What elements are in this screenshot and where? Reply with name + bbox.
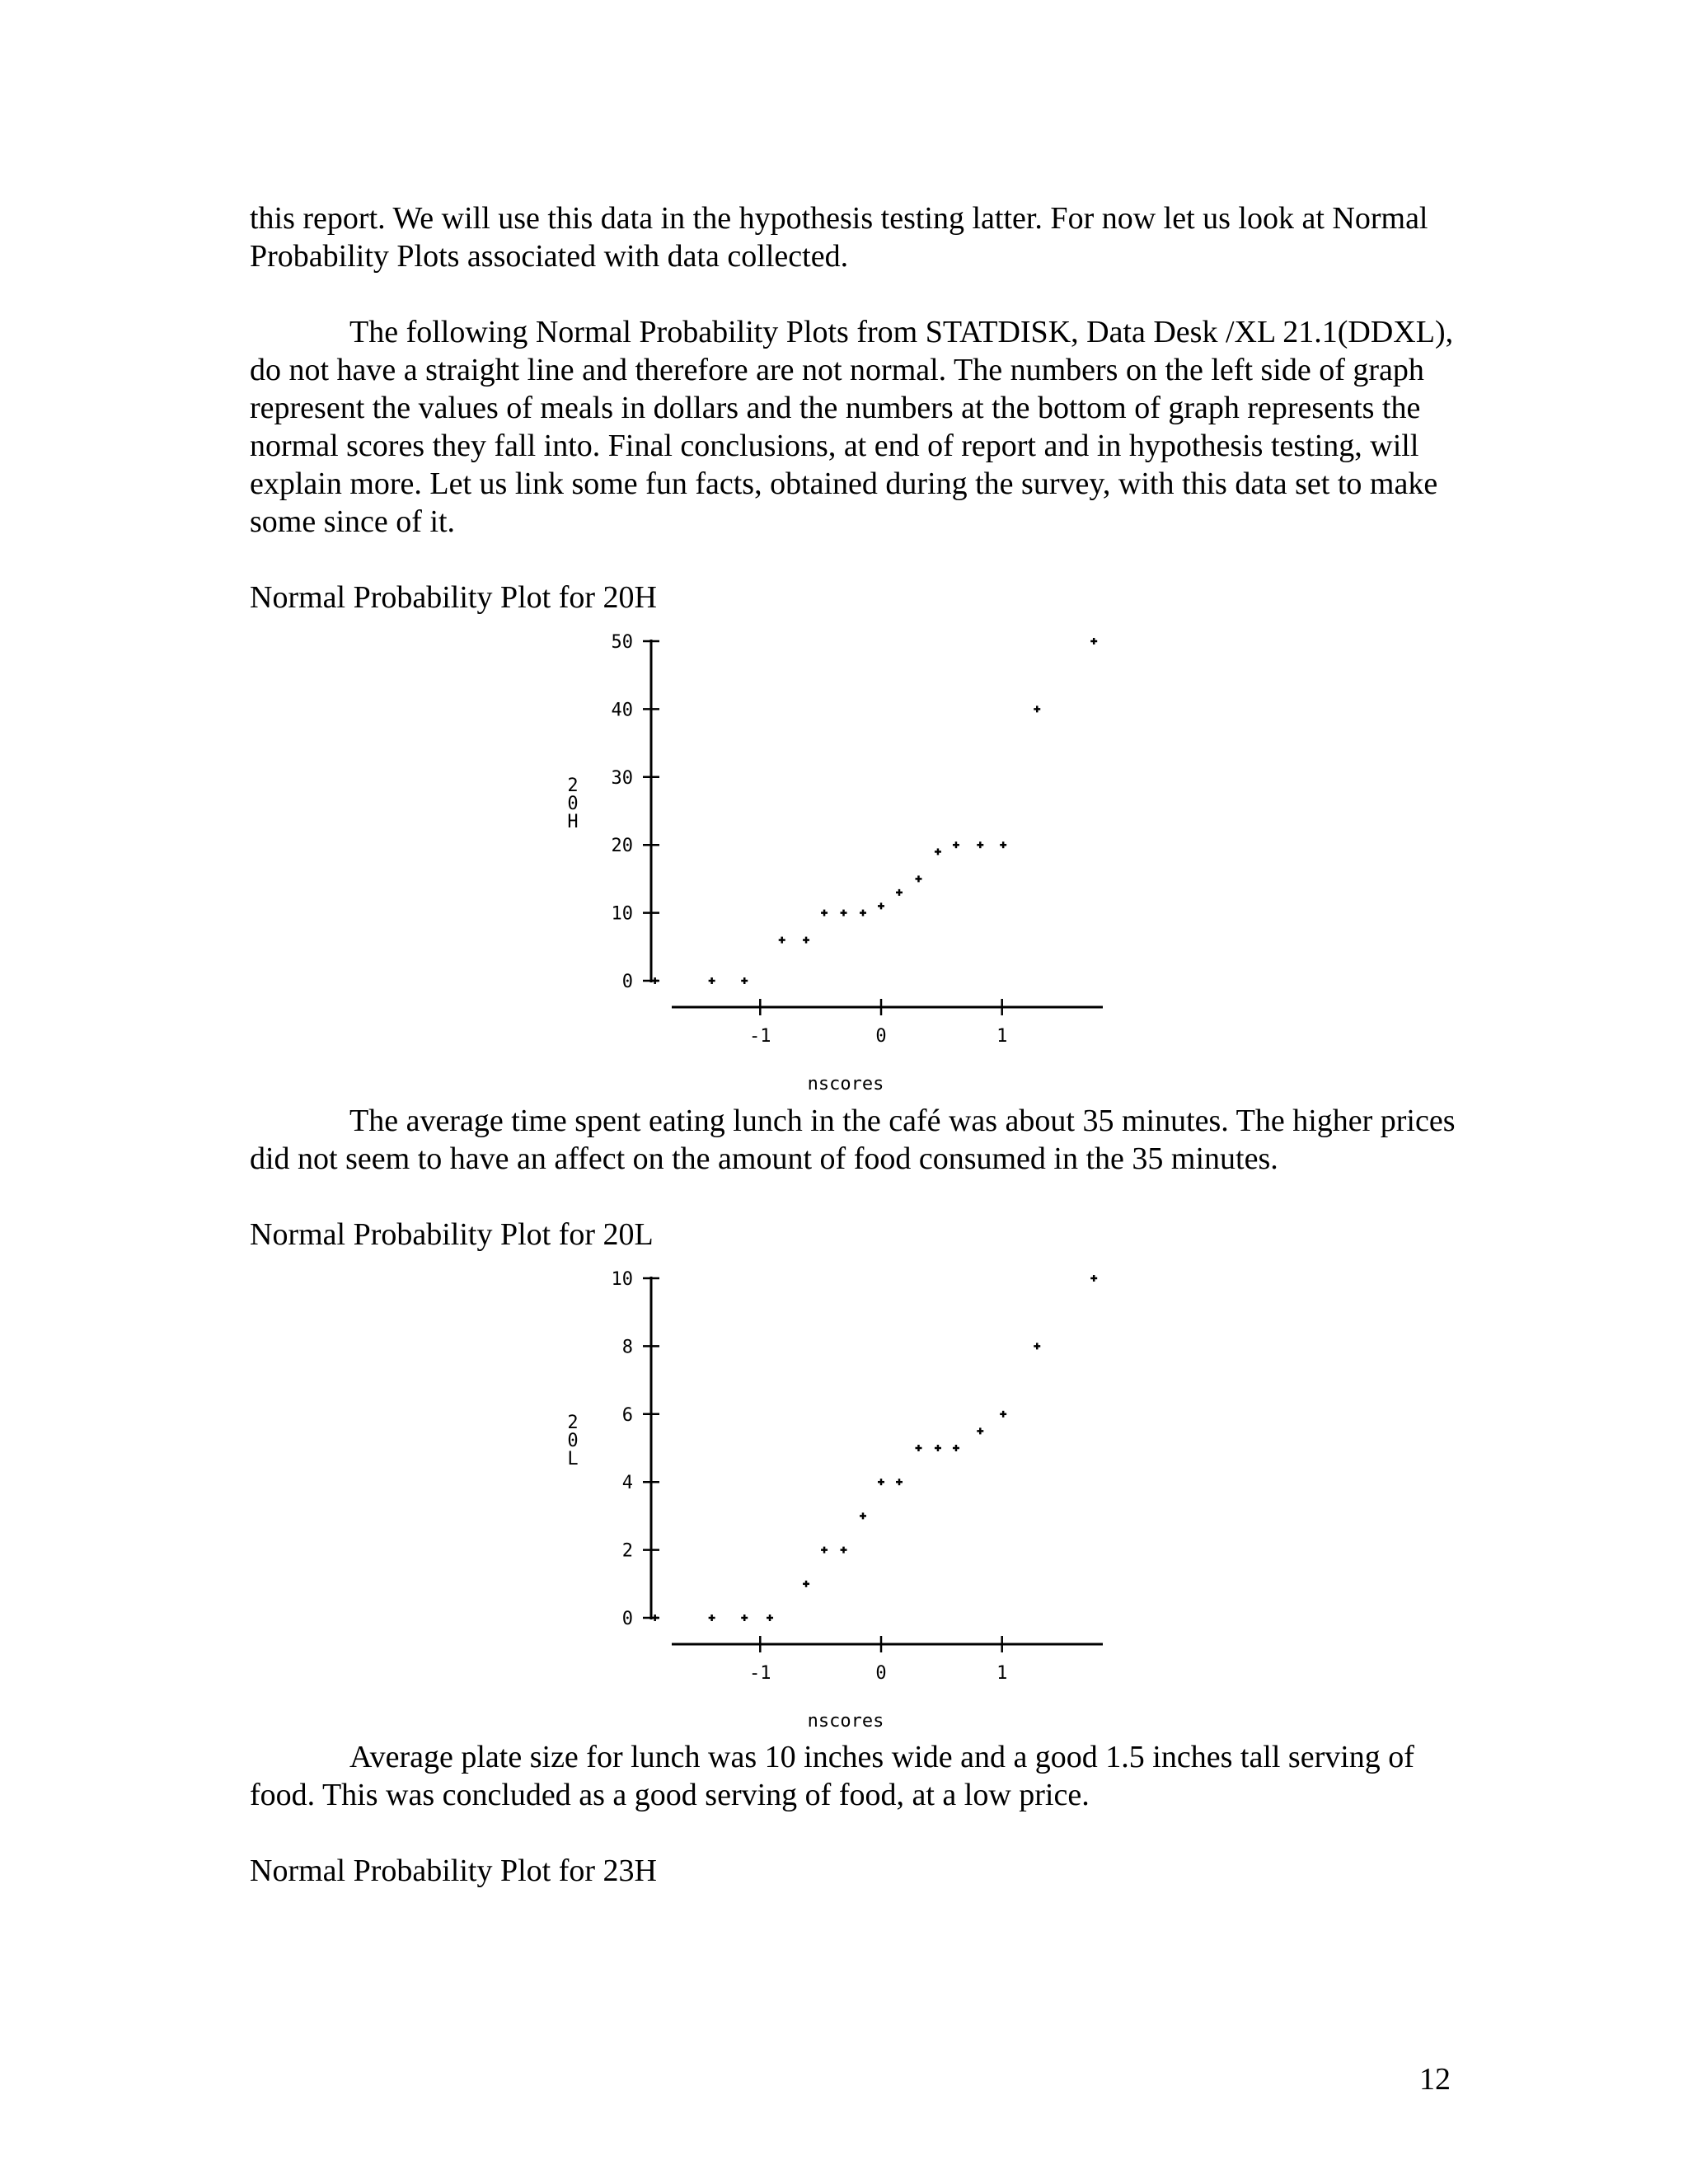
data-point — [779, 937, 785, 944]
heading-plot-20h: Normal Probability Plot for 20H — [250, 580, 657, 615]
data-point — [878, 1479, 884, 1485]
data-point — [1090, 1275, 1097, 1282]
data-point — [841, 1547, 847, 1554]
normal-probability-plot-20l — [544, 1263, 1121, 1737]
data-point — [860, 910, 866, 916]
page-number: 12 — [1419, 2062, 1451, 2097]
data-point — [935, 1445, 941, 1451]
heading-plot-23h: Normal Probability Plot for 23H — [250, 1854, 657, 1888]
data-point — [896, 889, 903, 896]
data-point — [953, 841, 959, 848]
data-point — [803, 937, 809, 944]
x-tick-label: 0 — [875, 1026, 887, 1047]
y-tick-label: 4 — [621, 1473, 633, 1494]
y-axis-title-char: L — [567, 1449, 579, 1469]
data-point — [841, 910, 847, 916]
y-axis-title-char: 2 — [567, 1413, 579, 1433]
data-point — [953, 1445, 959, 1451]
data-point — [915, 1445, 921, 1451]
y-axis-title-char: H — [567, 812, 579, 832]
data-point — [977, 841, 983, 848]
data-point — [860, 1512, 866, 1519]
y-tick-label: 30 — [611, 767, 633, 789]
data-point — [741, 977, 748, 984]
paragraph-intro: this report. We will use this data in the hypothesis testing latter. For now let us look at Normal Probability Plots associated with data collected. — [250, 201, 1428, 274]
y-axis-title-char: 2 — [567, 776, 579, 796]
y-tick-label: 50 — [611, 632, 633, 653]
y-tick-label: 0 — [621, 1609, 633, 1629]
y-tick-label: 6 — [621, 1404, 633, 1426]
y-tick-label: 8 — [621, 1337, 633, 1358]
normal-probability-plot-20h — [544, 626, 1121, 1100]
data-point — [741, 1615, 748, 1621]
data-point — [652, 977, 659, 984]
data-point — [652, 1615, 659, 1621]
data-point — [767, 1615, 773, 1621]
y-tick-label: 10 — [611, 1269, 633, 1290]
data-point — [896, 1479, 903, 1485]
data-point — [1090, 638, 1097, 644]
data-point — [803, 1581, 809, 1587]
data-point — [1034, 705, 1040, 712]
y-axis-title-char: 0 — [567, 794, 579, 814]
data-point — [821, 1547, 828, 1554]
y-tick-label: 40 — [611, 700, 633, 721]
x-tick-label: -1 — [749, 1026, 771, 1047]
y-axis-title-char: 0 — [567, 1431, 579, 1451]
y-tick-label: 0 — [621, 972, 633, 992]
data-point — [709, 1615, 715, 1621]
paragraph-plate-size: Average plate size for lunch was 10 inches wide and a good 1.5 inches tall serving of food. This was concluded as a good serving of food, at a low price. — [250, 1740, 1414, 1812]
x-tick-label: 0 — [875, 1663, 887, 1684]
data-point — [977, 1427, 983, 1434]
data-point — [878, 902, 884, 909]
paragraph-lunch-time: The average time spent eating lunch in the café was about 35 minutes. The higher prices did not seem to have an affect on the amount of food consumed in the 35 minutes. — [250, 1104, 1456, 1176]
x-tick-label: -1 — [749, 1663, 771, 1684]
data-point — [915, 875, 921, 882]
data-point — [935, 848, 941, 855]
y-tick-label: 20 — [611, 836, 633, 857]
x-axis-title: nscores — [807, 1711, 884, 1732]
data-point — [1000, 841, 1006, 848]
data-point — [709, 977, 715, 984]
x-axis-title: nscores — [807, 1074, 884, 1094]
x-tick-label: 1 — [996, 1663, 1008, 1684]
y-tick-label: 2 — [621, 1540, 633, 1562]
x-tick-label: 1 — [996, 1026, 1008, 1047]
paragraph-plots-description: The following Normal Probability Plots from STATDISK, Data Desk /XL 21.1(DDXL), do not have a straight line and therefore are not normal. The numbers on the left side of graph represent the values of meals in dollars and the numbers at the bottom of graph represents the normal scores they fall into. Final conclusions, at end of report and in hypothesis testing, will explain more. Let us link some fun facts, obtained during the survey, with this data set to make some since of it. — [250, 315, 1454, 539]
data-point — [821, 910, 828, 916]
data-point — [1000, 1411, 1006, 1418]
heading-plot-20l: Normal Probability Plot for 20L — [250, 1217, 654, 1252]
data-point — [1034, 1343, 1040, 1349]
y-tick-label: 10 — [611, 903, 633, 925]
